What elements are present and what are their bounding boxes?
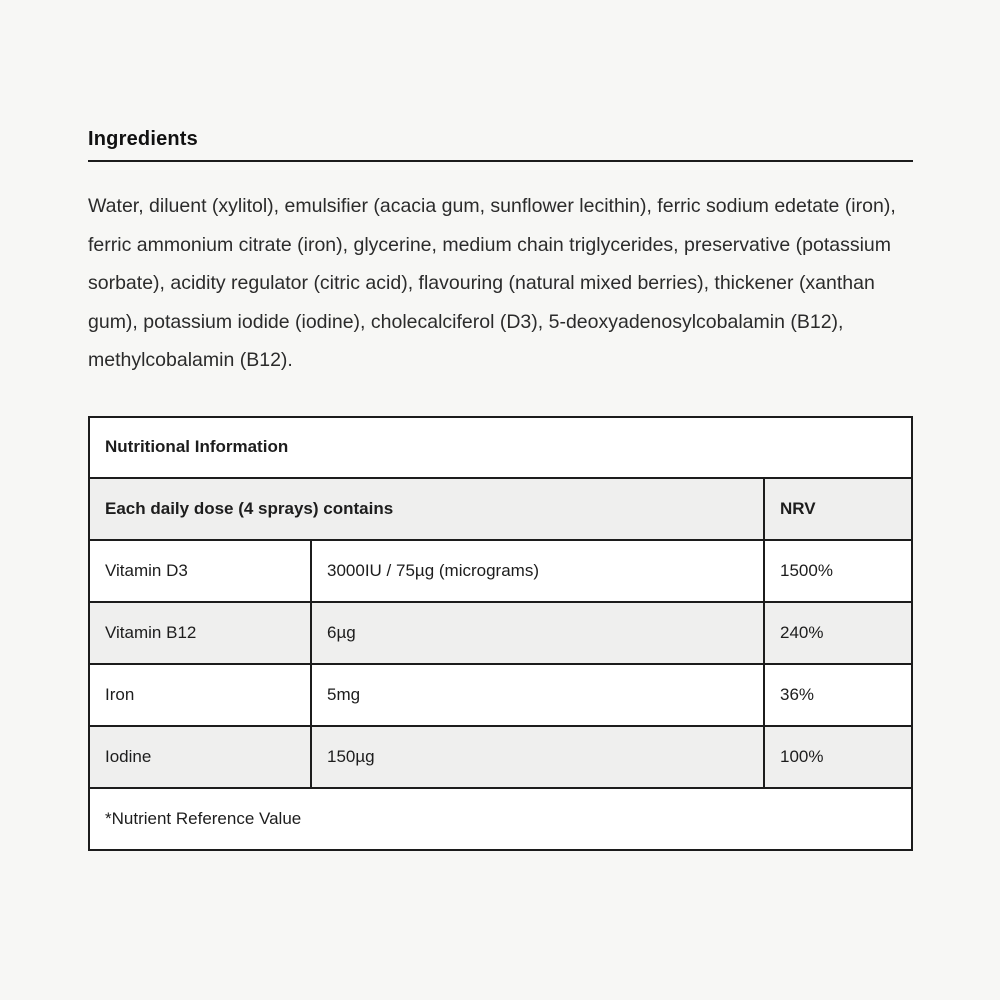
nutrient-name: Vitamin D3 [89, 540, 311, 602]
column-header-nrv: NRV [764, 478, 912, 540]
ingredients-paragraph: Water, diluent (xylitol), emulsifier (acacia gum, sunflower lecithin), ferric sodium edetate (iron), ferric ammonium citrate (iron), glycerine, medium chain triglycerides, preservative (potassium sorbate), acidity regulator (citric acid), flavouring (natural mixed berries), thickener (xanthan gum), potassium iodide (iodine), cholecalciferol (D3), 5-deoxyadenosylcobalamin (B12), methylcobalamin (B12). [88, 195, 896, 371]
table-row [89, 726, 912, 788]
nutrition-table [88, 416, 913, 851]
table-footnote-row [89, 788, 912, 850]
nutrient-amount: 6µg [311, 602, 764, 664]
nutrient-nrv: 1500% [764, 540, 912, 602]
nutrient-nrv: 36% [764, 664, 912, 726]
nutrient-amount: 3000IU / 75µg (micrograms) [311, 540, 764, 602]
nutrient-name: Iron [89, 664, 311, 726]
table-row [89, 602, 912, 664]
nutrient-nrv: 100% [764, 726, 912, 788]
nutrient-name: Vitamin B12 [89, 602, 311, 664]
nutrient-nrv: 240% [764, 602, 912, 664]
table-title-row [89, 417, 912, 478]
nutrient-amount: 5mg [311, 664, 764, 726]
table-header-row [89, 478, 912, 540]
table-footnote: *Nutrient Reference Value [89, 788, 912, 850]
ingredients-heading: Ingredients [88, 128, 913, 162]
table-title: Nutritional Information [89, 417, 912, 478]
table-row [89, 664, 912, 726]
nutrient-amount: 150µg [311, 726, 764, 788]
column-header-dose: Each daily dose (4 sprays) contains [89, 478, 764, 540]
label-content [88, 128, 913, 851]
table-row [89, 540, 912, 602]
nutrient-name: Iodine [89, 726, 311, 788]
